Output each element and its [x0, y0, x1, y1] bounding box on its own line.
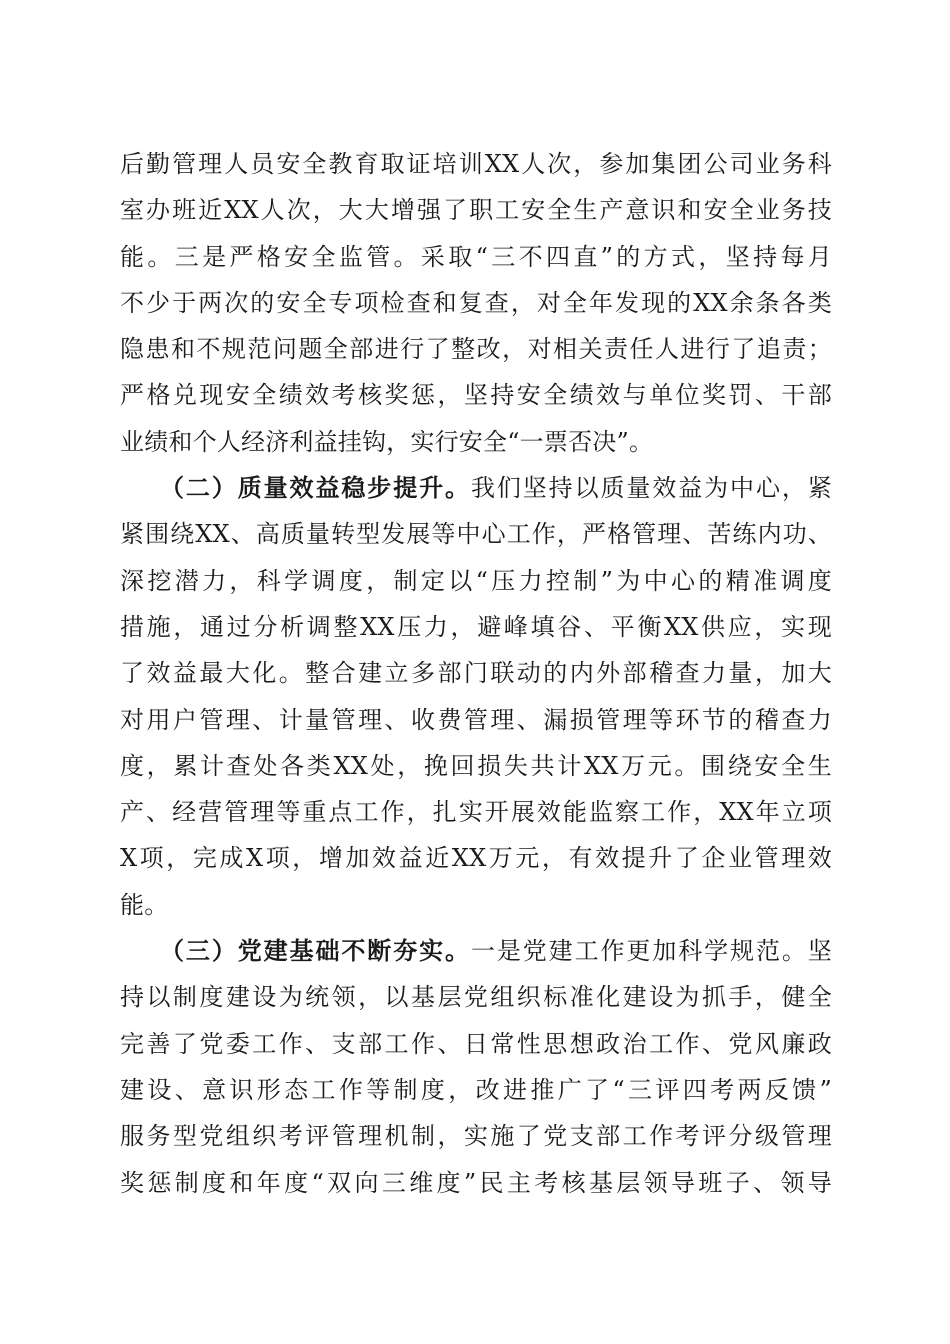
text-line: 不少于两次的安全专项检查和复查，对全年发现的XX余条各类 [120, 288, 832, 317]
text-line: 了效益最大化。整合建立多部门联动的内外部稽查力量，加大 [120, 659, 832, 688]
section-heading: （二）质量效益稳步提升。 [160, 474, 471, 503]
paragraph-first-line [120, 928, 832, 974]
document-body [120, 141, 832, 1206]
paragraph-3 [120, 928, 832, 1206]
paragraph-2 [120, 465, 832, 928]
text-line: 建设、意识形态工作等制度，改进推广了“三评四考两反馈” [120, 1075, 832, 1104]
text-line: 服务型党组织考评管理机制，实施了党支部工作考评分级管理 [120, 1122, 832, 1151]
text-line: 能。 [120, 890, 169, 919]
text-run: 我们坚持以质量效益为中心，紧 [470, 474, 832, 503]
text-line: 产、经营管理等重点工作，扎实开展效能监察工作，XX年立项 [120, 798, 832, 827]
text-line: 紧围绕XX、高质量转型发展等中心工作，严格管理、苦练内功、 [120, 520, 832, 549]
text-line: 奖惩制度和年度“双向三维度”民主考核基层领导班子、领导 [120, 1168, 832, 1197]
text-line: 业绩和个人经济利益挂钩，实行安全“一票否决”。 [120, 427, 654, 456]
text-line: 严格兑现安全绩效考核奖惩，坚持安全绩效与单位奖罚、干部 [120, 381, 832, 410]
text-line: 深挖潜力，科学调度，制定以“压力控制”为中心的精准调度 [120, 566, 832, 595]
text-line: 完善了党委工作、支部工作、日常性思想政治工作、党风廉政 [120, 1029, 832, 1058]
text-line: X项，完成X项，增加效益近XX万元，有效提升了企业管理效 [120, 844, 832, 873]
text-run: 一是党建工作更加科学规范。坚 [470, 937, 832, 966]
paragraph-1 [120, 141, 832, 465]
section-heading: （三）党建基础不断夯实。 [160, 937, 471, 966]
text-line: 能。三是严格安全监管。采取“三不四直”的方式，坚持每月 [120, 242, 832, 271]
text-line: 后勤管理人员安全教育取证培训XX人次，参加集团公司业务科 [120, 150, 832, 178]
text-line: 持以制度建设为统领，以基层党组织标准化建设为抓手，健全 [120, 983, 832, 1012]
paragraph-first-line [120, 465, 832, 511]
text-line: 对用户管理、计量管理、收费管理、漏损管理等环节的稽查力 [120, 705, 832, 734]
text-line: 隐患和不规范问题全部进行了整改，对相关责任人进行了追责； [120, 335, 832, 364]
text-line: 室办班近XX人次，大大增强了职工安全生产意识和安全业务技 [120, 196, 832, 225]
text-line: 措施，通过分析调整XX压力，避峰填谷、平衡XX供应，实现 [120, 612, 832, 641]
text-line: 度，累计查处各类XX处，挽回损失共计XX万元。围绕安全生 [120, 751, 832, 780]
